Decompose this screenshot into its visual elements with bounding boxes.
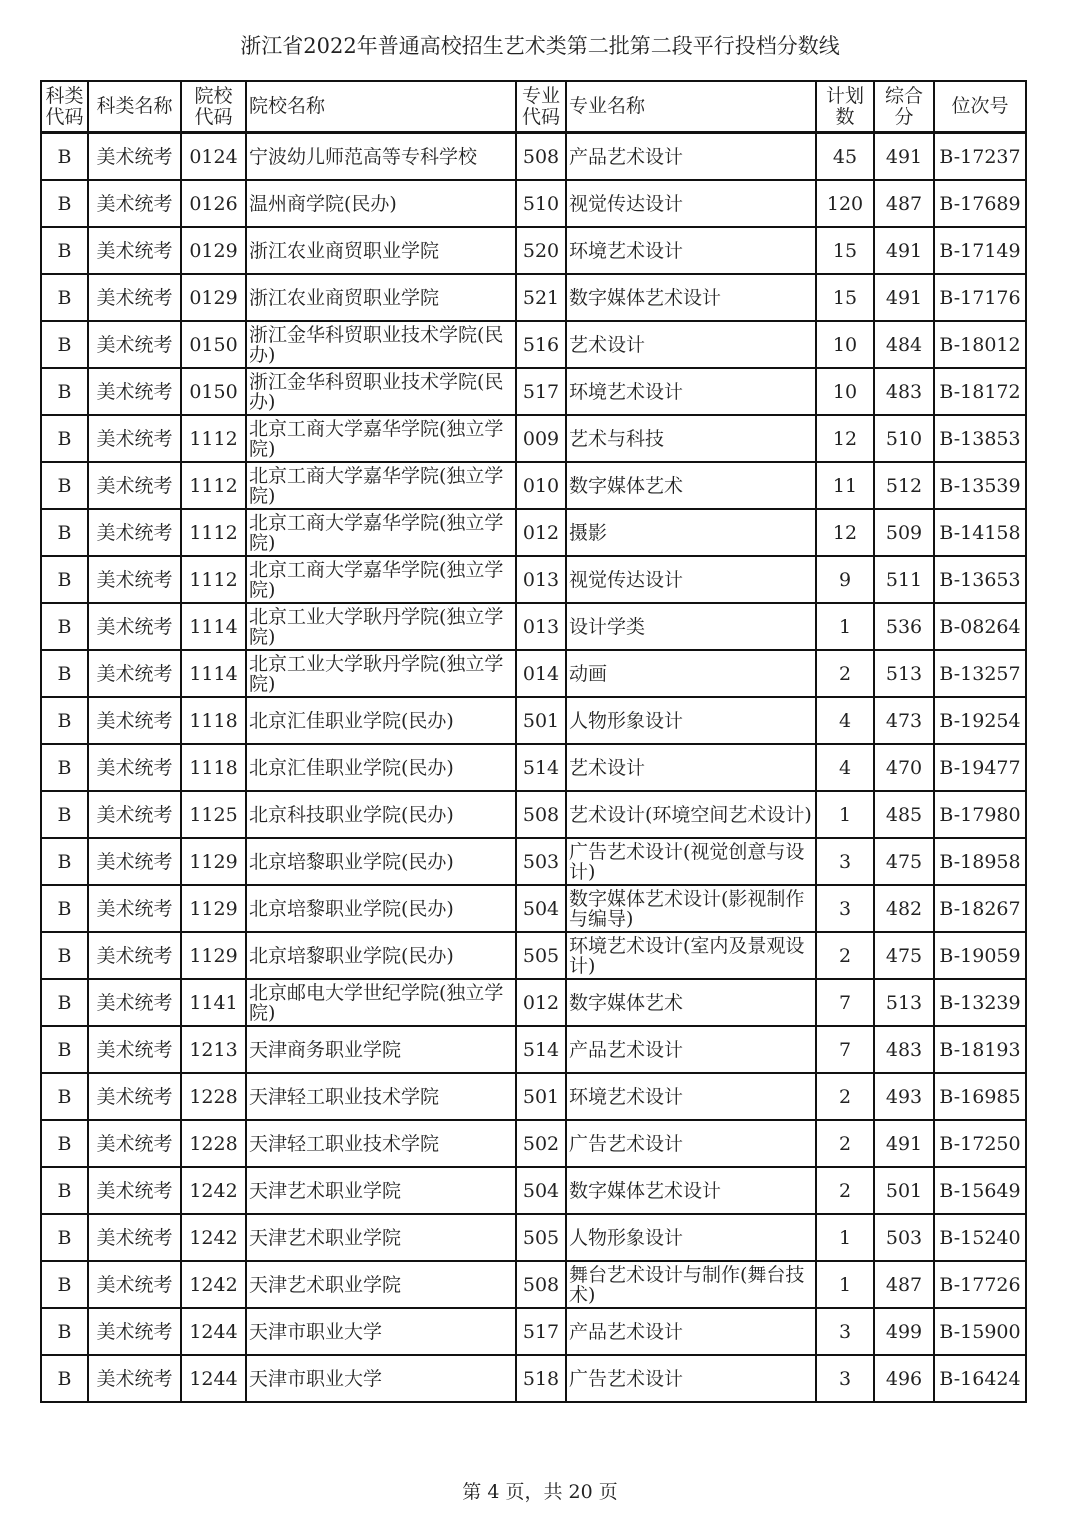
cell-score: 491 <box>874 227 934 274</box>
cell-school-name: 北京工业大学耿丹学院(独立学院) <box>246 603 516 650</box>
cell-score: 491 <box>874 1120 934 1167</box>
cell-subject-code: B <box>41 133 88 181</box>
cell-school-code: 1129 <box>181 838 246 885</box>
cell-subject-name: 美术统考 <box>88 697 181 744</box>
cell-subject-name: 美术统考 <box>88 1355 181 1402</box>
cell-subject-name: 美术统考 <box>88 1167 181 1214</box>
cell-school-code: 1112 <box>181 509 246 556</box>
cell-major-code: 505 <box>516 932 566 979</box>
header-subject-name: 科类名称 <box>88 81 181 133</box>
cell-rank: B-13239 <box>934 979 1026 1026</box>
cell-rank: B-15240 <box>934 1214 1026 1261</box>
cell-rank: B-15649 <box>934 1167 1026 1214</box>
cell-major-name: 艺术设计 <box>566 744 816 791</box>
cell-plan: 1 <box>816 791 874 838</box>
header-score: 综合分 <box>874 81 934 133</box>
cell-major-name: 动画 <box>566 650 816 697</box>
cell-score: 510 <box>874 415 934 462</box>
cell-subject-name: 美术统考 <box>88 650 181 697</box>
cell-subject-code: B <box>41 415 88 462</box>
cell-major-code: 010 <box>516 462 566 509</box>
cell-score: 501 <box>874 1167 934 1214</box>
cell-rank: B-17237 <box>934 133 1026 181</box>
cell-school-name: 浙江农业商贸职业学院 <box>246 227 516 274</box>
header-school-name: 院校名称 <box>246 81 516 133</box>
cell-score: 487 <box>874 1261 934 1308</box>
cell-score: 475 <box>874 838 934 885</box>
cell-rank: B-17726 <box>934 1261 1026 1308</box>
table-body <box>41 133 1026 1403</box>
cell-major-code: 508 <box>516 133 566 181</box>
cell-major-name: 产品艺术设计 <box>566 133 816 181</box>
cell-subject-name: 美术统考 <box>88 227 181 274</box>
cell-major-name: 人物形象设计 <box>566 1214 816 1261</box>
table-row <box>41 932 1026 979</box>
cell-school-code: 1242 <box>181 1214 246 1261</box>
header-school-code: 院校代码 <box>181 81 246 133</box>
cell-rank: B-13653 <box>934 556 1026 603</box>
cell-score: 470 <box>874 744 934 791</box>
cell-plan: 12 <box>816 415 874 462</box>
cell-major-code: 503 <box>516 838 566 885</box>
cell-subject-code: B <box>41 1120 88 1167</box>
cell-plan: 3 <box>816 1355 874 1402</box>
cell-school-name: 天津市职业大学 <box>246 1355 516 1402</box>
cell-school-code: 1118 <box>181 744 246 791</box>
page-number: 第 4 页，共 20 页 <box>462 1481 618 1503</box>
cell-school-name: 天津艺术职业学院 <box>246 1167 516 1214</box>
cell-subject-code: B <box>41 368 88 415</box>
cell-subject-name: 美术统考 <box>88 885 181 932</box>
cell-major-name: 人物形象设计 <box>566 697 816 744</box>
cell-plan: 2 <box>816 650 874 697</box>
cell-subject-code: B <box>41 791 88 838</box>
cell-major-code: 009 <box>516 415 566 462</box>
cell-score: 491 <box>874 274 934 321</box>
cell-major-name: 环境艺术设计 <box>566 227 816 274</box>
cell-plan: 10 <box>816 321 874 368</box>
cell-rank: B-16424 <box>934 1355 1026 1402</box>
table-row <box>41 556 1026 603</box>
cell-school-code: 1112 <box>181 415 246 462</box>
cell-major-code: 508 <box>516 791 566 838</box>
cell-subject-name: 美术统考 <box>88 979 181 1026</box>
cell-major-name: 广告艺术设计 <box>566 1355 816 1402</box>
cell-major-name: 环境艺术设计 <box>566 368 816 415</box>
table-row <box>41 1167 1026 1214</box>
table-row <box>41 1214 1026 1261</box>
cell-major-name: 数字媒体艺术设计 <box>566 274 816 321</box>
cell-major-code: 504 <box>516 885 566 932</box>
table-row <box>41 415 1026 462</box>
cell-school-code: 1213 <box>181 1026 246 1073</box>
cell-subject-code: B <box>41 180 88 227</box>
cell-subject-code: B <box>41 556 88 603</box>
cell-major-code: 014 <box>516 650 566 697</box>
cell-school-name: 浙江金华科贸职业技术学院(民办) <box>246 321 516 368</box>
cell-school-name: 宁波幼儿师范高等专科学校 <box>246 133 516 181</box>
cell-major-name: 舞台艺术设计与制作(舞台技术) <box>566 1261 816 1308</box>
cell-subject-name: 美术统考 <box>88 1308 181 1355</box>
cell-school-code: 1112 <box>181 462 246 509</box>
cell-school-name: 北京培黎职业学院(民办) <box>246 838 516 885</box>
cell-plan: 7 <box>816 979 874 1026</box>
cell-subject-name: 美术统考 <box>88 1261 181 1308</box>
cell-subject-code: B <box>41 1355 88 1402</box>
cell-rank: B-17250 <box>934 1120 1026 1167</box>
cell-plan: 4 <box>816 697 874 744</box>
cell-plan: 12 <box>816 509 874 556</box>
cell-subject-name: 美术统考 <box>88 1120 181 1167</box>
cell-subject-name: 美术统考 <box>88 274 181 321</box>
cell-school-name: 北京工商大学嘉华学院(独立学院) <box>246 509 516 556</box>
cell-major-code: 510 <box>516 180 566 227</box>
cell-major-code: 013 <box>516 603 566 650</box>
cell-plan: 3 <box>816 1308 874 1355</box>
table-row <box>41 791 1026 838</box>
cell-rank: B-13257 <box>934 650 1026 697</box>
cell-plan: 2 <box>816 1167 874 1214</box>
table-row <box>41 979 1026 1026</box>
cell-school-code: 1244 <box>181 1308 246 1355</box>
cell-major-code: 501 <box>516 1073 566 1120</box>
cell-subject-code: B <box>41 603 88 650</box>
cell-plan: 120 <box>816 180 874 227</box>
table-row <box>41 133 1026 181</box>
cell-score: 483 <box>874 368 934 415</box>
cell-plan: 1 <box>816 1214 874 1261</box>
cell-score: 473 <box>874 697 934 744</box>
cell-score: 493 <box>874 1073 934 1120</box>
cell-plan: 10 <box>816 368 874 415</box>
table-row <box>41 462 1026 509</box>
cell-school-name: 北京汇佳职业学院(民办) <box>246 744 516 791</box>
cell-subject-name: 美术统考 <box>88 415 181 462</box>
cell-school-code: 1114 <box>181 603 246 650</box>
table-row <box>41 885 1026 932</box>
cell-major-code: 517 <box>516 1308 566 1355</box>
cell-score: 475 <box>874 932 934 979</box>
cell-subject-code: B <box>41 979 88 1026</box>
table-row <box>41 1073 1026 1120</box>
cell-rank: B-17149 <box>934 227 1026 274</box>
cell-subject-code: B <box>41 509 88 556</box>
cell-major-name: 数字媒体艺术设计(影视制作与编导) <box>566 885 816 932</box>
cell-subject-name: 美术统考 <box>88 556 181 603</box>
table-row <box>41 603 1026 650</box>
cell-subject-name: 美术统考 <box>88 603 181 650</box>
cell-major-name: 环境艺术设计(室内及景观设计) <box>566 932 816 979</box>
cell-major-code: 517 <box>516 368 566 415</box>
cell-subject-code: B <box>41 650 88 697</box>
table-row <box>41 321 1026 368</box>
table-row <box>41 838 1026 885</box>
cell-school-code: 1242 <box>181 1261 246 1308</box>
cell-subject-code: B <box>41 744 88 791</box>
cell-major-code: 520 <box>516 227 566 274</box>
cell-plan: 1 <box>816 603 874 650</box>
cell-plan: 2 <box>816 1073 874 1120</box>
cell-subject-code: B <box>41 227 88 274</box>
cell-subject-name: 美术统考 <box>88 1073 181 1120</box>
cell-plan: 3 <box>816 885 874 932</box>
cell-rank: B-13539 <box>934 462 1026 509</box>
cell-major-name: 广告艺术设计 <box>566 1120 816 1167</box>
cell-rank: B-18193 <box>934 1026 1026 1073</box>
cell-major-name: 艺术设计(环境空间艺术设计) <box>566 791 816 838</box>
cell-subject-name: 美术统考 <box>88 838 181 885</box>
cell-rank: B-15900 <box>934 1308 1026 1355</box>
cell-rank: B-16985 <box>934 1073 1026 1120</box>
cell-subject-name: 美术统考 <box>88 1026 181 1073</box>
cell-subject-name: 美术统考 <box>88 321 181 368</box>
cell-school-code: 1118 <box>181 697 246 744</box>
cell-school-name: 天津轻工职业技术学院 <box>246 1120 516 1167</box>
cell-major-name: 艺术与科技 <box>566 415 816 462</box>
cell-major-name: 产品艺术设计 <box>566 1308 816 1355</box>
cell-school-name: 北京汇佳职业学院(民办) <box>246 697 516 744</box>
cell-major-code: 012 <box>516 979 566 1026</box>
cell-school-name: 北京邮电大学世纪学院(独立学院) <box>246 979 516 1026</box>
header-subject-code: 科类代码 <box>41 81 88 133</box>
cell-rank: B-19059 <box>934 932 1026 979</box>
cell-rank: B-08264 <box>934 603 1026 650</box>
cell-rank: B-17980 <box>934 791 1026 838</box>
cell-score: 503 <box>874 1214 934 1261</box>
table-row <box>41 744 1026 791</box>
cell-plan: 15 <box>816 227 874 274</box>
cell-subject-name: 美术统考 <box>88 791 181 838</box>
cell-major-code: 516 <box>516 321 566 368</box>
cell-plan: 4 <box>816 744 874 791</box>
table-header <box>41 81 1026 133</box>
cell-plan: 3 <box>816 838 874 885</box>
cell-major-name: 艺术设计 <box>566 321 816 368</box>
cell-subject-code: B <box>41 697 88 744</box>
cell-school-name: 天津艺术职业学院 <box>246 1214 516 1261</box>
cell-school-code: 0129 <box>181 274 246 321</box>
table-row <box>41 509 1026 556</box>
cell-subject-code: B <box>41 321 88 368</box>
cell-school-code: 1129 <box>181 885 246 932</box>
cell-subject-name: 美术统考 <box>88 932 181 979</box>
cell-rank: B-18012 <box>934 321 1026 368</box>
cell-school-code: 0124 <box>181 133 246 181</box>
cell-school-code: 1244 <box>181 1355 246 1402</box>
cell-score: 483 <box>874 1026 934 1073</box>
cell-school-code: 1125 <box>181 791 246 838</box>
table-row <box>41 1308 1026 1355</box>
cell-subject-name: 美术统考 <box>88 744 181 791</box>
cell-school-code: 1112 <box>181 556 246 603</box>
cell-score: 513 <box>874 979 934 1026</box>
cell-rank: B-17176 <box>934 274 1026 321</box>
cell-subject-name: 美术统考 <box>88 1214 181 1261</box>
cell-major-code: 013 <box>516 556 566 603</box>
cell-major-name: 产品艺术设计 <box>566 1026 816 1073</box>
cell-rank: B-14158 <box>934 509 1026 556</box>
cell-school-name: 浙江农业商贸职业学院 <box>246 274 516 321</box>
cell-school-name: 北京工商大学嘉华学院(独立学院) <box>246 556 516 603</box>
cell-plan: 15 <box>816 274 874 321</box>
cell-subject-name: 美术统考 <box>88 180 181 227</box>
cell-major-name: 数字媒体艺术 <box>566 462 816 509</box>
table-row <box>41 650 1026 697</box>
cell-score: 512 <box>874 462 934 509</box>
cell-school-code: 1228 <box>181 1073 246 1120</box>
cell-major-name: 广告艺术设计(视觉创意与设计) <box>566 838 816 885</box>
cell-score: 509 <box>874 509 934 556</box>
cell-score: 536 <box>874 603 934 650</box>
cell-major-name: 设计学类 <box>566 603 816 650</box>
cell-score: 513 <box>874 650 934 697</box>
table-row <box>41 1261 1026 1308</box>
cell-rank: B-19477 <box>934 744 1026 791</box>
cell-major-name: 数字媒体艺术 <box>566 979 816 1026</box>
table-row <box>41 1120 1026 1167</box>
table-row <box>41 1355 1026 1402</box>
cell-rank: B-18172 <box>934 368 1026 415</box>
cell-major-code: 504 <box>516 1167 566 1214</box>
cell-subject-code: B <box>41 1308 88 1355</box>
cell-subject-code: B <box>41 462 88 509</box>
cell-plan: 45 <box>816 133 874 181</box>
document-title: 浙江省2022年普通高校招生艺术类第二批第二段平行投档分数线 <box>240 34 840 58</box>
cell-school-name: 北京科技职业学院(民办) <box>246 791 516 838</box>
cell-school-name: 北京培黎职业学院(民办) <box>246 885 516 932</box>
cell-major-code: 502 <box>516 1120 566 1167</box>
cell-plan: 11 <box>816 462 874 509</box>
cell-school-code: 1228 <box>181 1120 246 1167</box>
cell-subject-code: B <box>41 1214 88 1261</box>
cell-plan: 9 <box>816 556 874 603</box>
cell-major-code: 521 <box>516 274 566 321</box>
cell-subject-name: 美术统考 <box>88 462 181 509</box>
cell-plan: 2 <box>816 932 874 979</box>
cell-school-code: 1141 <box>181 979 246 1026</box>
table-row <box>41 368 1026 415</box>
cell-school-name: 北京工商大学嘉华学院(独立学院) <box>246 462 516 509</box>
cell-score: 511 <box>874 556 934 603</box>
cell-major-name: 数字媒体艺术设计 <box>566 1167 816 1214</box>
cell-school-code: 0129 <box>181 227 246 274</box>
cell-subject-code: B <box>41 1073 88 1120</box>
cell-major-code: 514 <box>516 744 566 791</box>
cell-school-code: 0126 <box>181 180 246 227</box>
cell-school-name: 天津艺术职业学院 <box>246 1261 516 1308</box>
table-row <box>41 697 1026 744</box>
cell-major-name: 环境艺术设计 <box>566 1073 816 1120</box>
cell-major-name: 视觉传达设计 <box>566 556 816 603</box>
cell-school-code: 1129 <box>181 932 246 979</box>
table-row <box>41 180 1026 227</box>
cell-subject-name: 美术统考 <box>88 509 181 556</box>
cell-subject-code: B <box>41 1261 88 1308</box>
cell-subject-code: B <box>41 932 88 979</box>
cell-subject-name: 美术统考 <box>88 368 181 415</box>
cell-rank: B-19254 <box>934 697 1026 744</box>
cell-rank: B-13853 <box>934 415 1026 462</box>
cell-school-code: 1242 <box>181 1167 246 1214</box>
cell-school-name: 天津轻工职业技术学院 <box>246 1073 516 1120</box>
cell-major-name: 摄影 <box>566 509 816 556</box>
header-major-code: 专业代码 <box>516 81 566 133</box>
cell-school-code: 0150 <box>181 321 246 368</box>
cell-major-code: 518 <box>516 1355 566 1402</box>
header-plan: 计划数 <box>816 81 874 133</box>
cell-subject-code: B <box>41 1167 88 1214</box>
cell-major-code: 514 <box>516 1026 566 1073</box>
cell-score: 491 <box>874 133 934 181</box>
cell-school-name: 北京培黎职业学院(民办) <box>246 932 516 979</box>
header-rank: 位次号 <box>934 81 1026 133</box>
cell-major-code: 012 <box>516 509 566 556</box>
cell-major-code: 501 <box>516 697 566 744</box>
cell-score: 484 <box>874 321 934 368</box>
cell-rank: B-17689 <box>934 180 1026 227</box>
cell-score: 485 <box>874 791 934 838</box>
cell-subject-code: B <box>41 1026 88 1073</box>
cell-rank: B-18267 <box>934 885 1026 932</box>
cell-major-code: 505 <box>516 1214 566 1261</box>
cell-school-name: 浙江金华科贸职业技术学院(民办) <box>246 368 516 415</box>
cell-major-name: 视觉传达设计 <box>566 180 816 227</box>
cell-plan: 1 <box>816 1261 874 1308</box>
cell-school-name: 北京工业大学耿丹学院(独立学院) <box>246 650 516 697</box>
cell-school-name: 天津市职业大学 <box>246 1308 516 1355</box>
cell-school-name: 北京工商大学嘉华学院(独立学院) <box>246 415 516 462</box>
cell-major-code: 508 <box>516 1261 566 1308</box>
cell-score: 496 <box>874 1355 934 1402</box>
cell-school-name: 天津商务职业学院 <box>246 1026 516 1073</box>
cell-school-name: 温州商学院(民办) <box>246 180 516 227</box>
cell-school-code: 0150 <box>181 368 246 415</box>
table-row <box>41 274 1026 321</box>
cell-score: 482 <box>874 885 934 932</box>
cell-subject-name: 美术统考 <box>88 133 181 181</box>
cell-subject-code: B <box>41 838 88 885</box>
cell-plan: 7 <box>816 1026 874 1073</box>
cell-subject-code: B <box>41 274 88 321</box>
cell-score: 487 <box>874 180 934 227</box>
admission-score-table <box>40 80 1027 1403</box>
cell-school-code: 1114 <box>181 650 246 697</box>
cell-subject-code: B <box>41 885 88 932</box>
header-major-name: 专业名称 <box>566 81 816 133</box>
cell-rank: B-18958 <box>934 838 1026 885</box>
cell-score: 499 <box>874 1308 934 1355</box>
table-row <box>41 227 1026 274</box>
cell-plan: 2 <box>816 1120 874 1167</box>
table-row <box>41 1026 1026 1073</box>
